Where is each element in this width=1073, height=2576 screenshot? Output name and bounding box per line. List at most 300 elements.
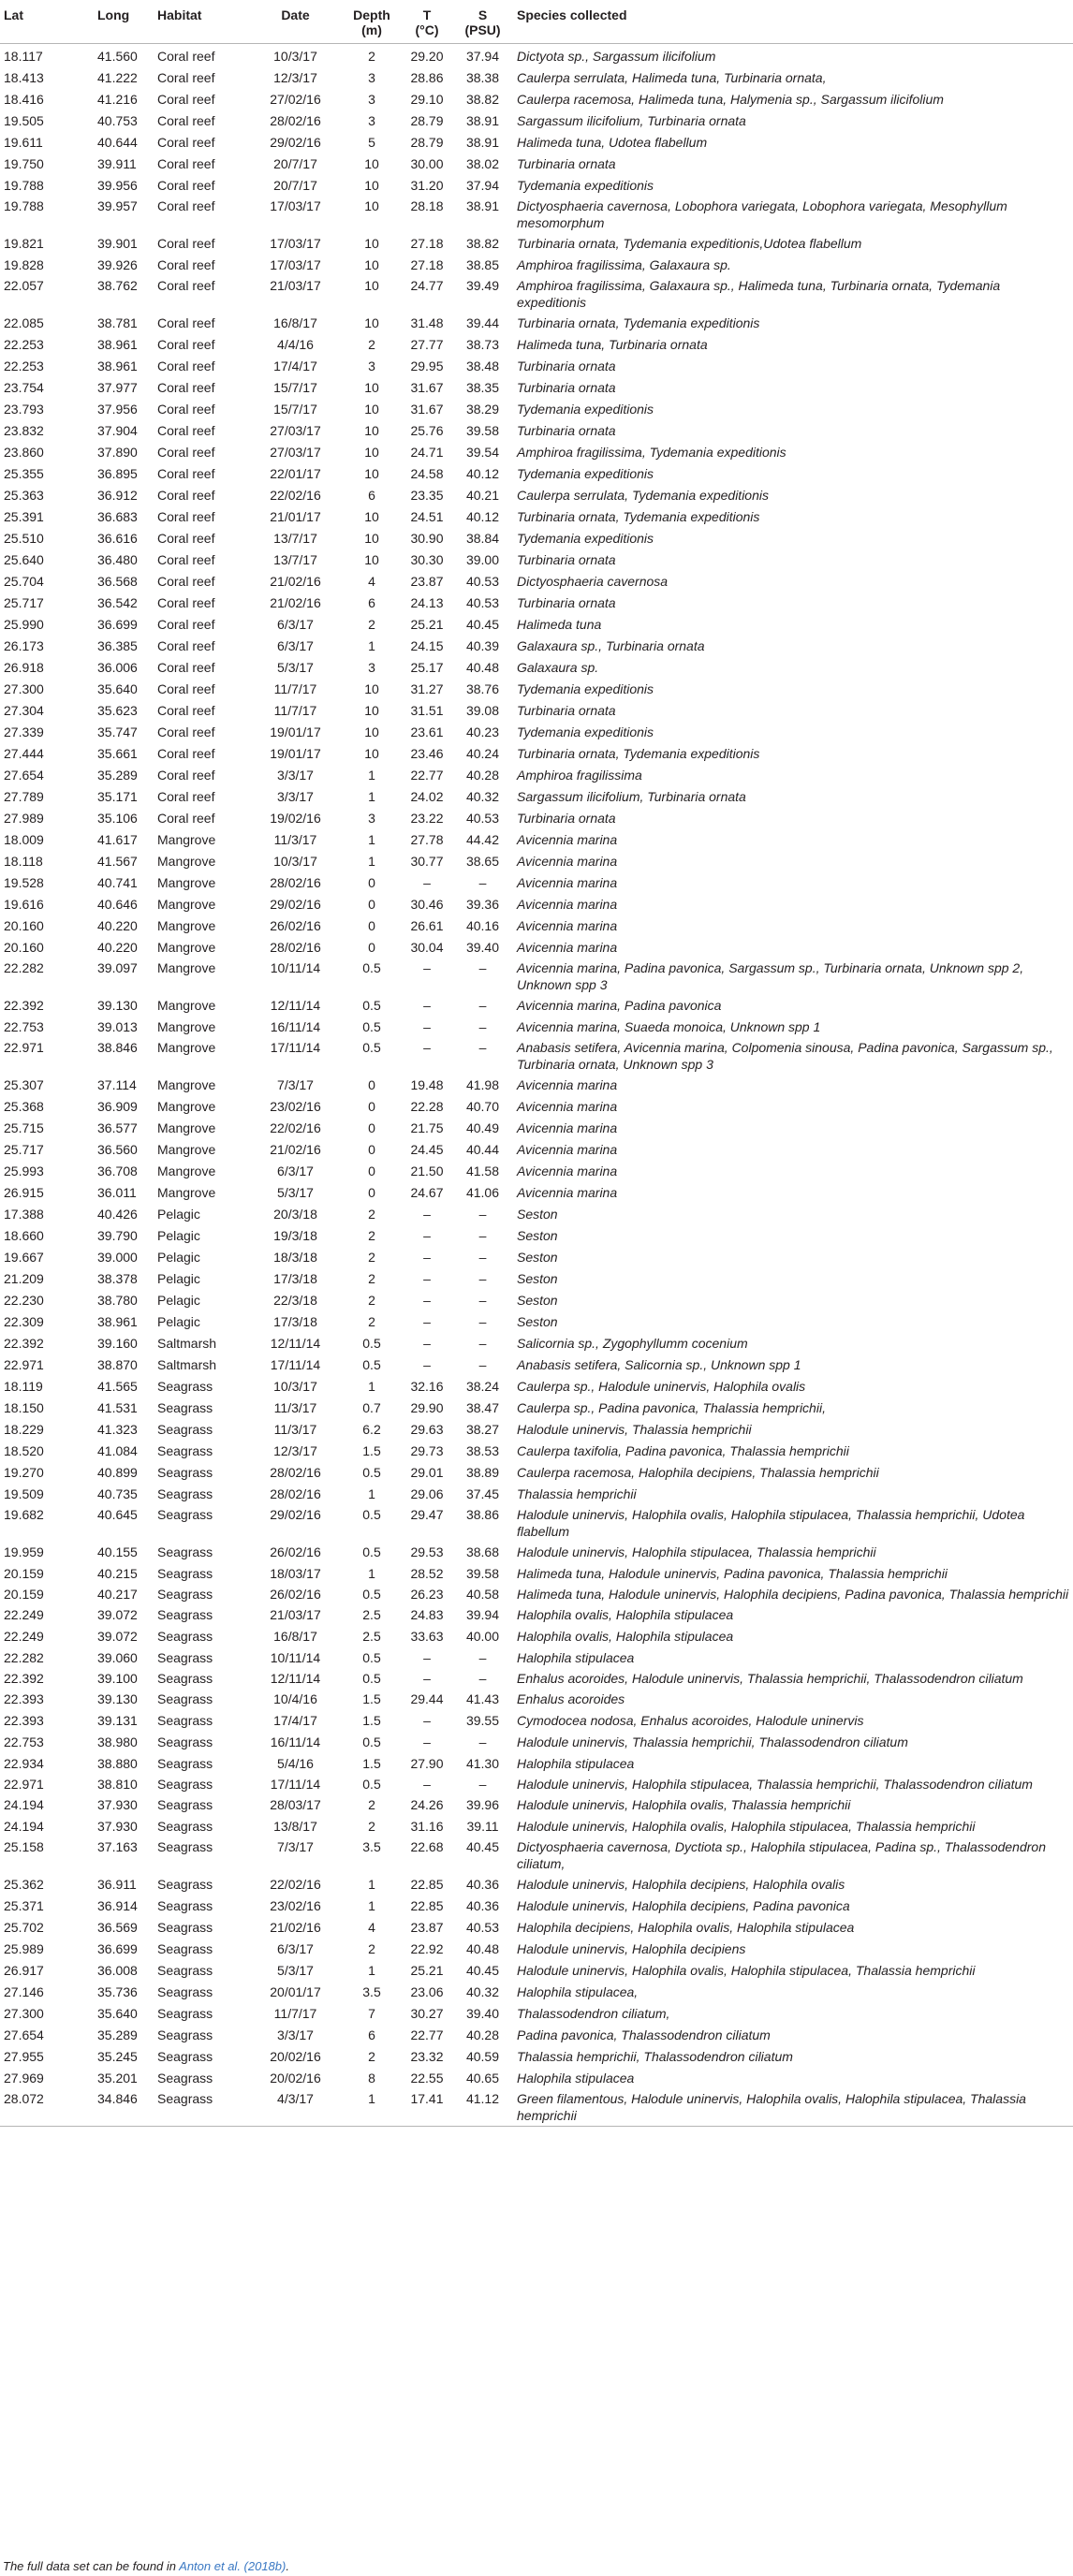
cell-date: 29/02/16 [270, 897, 321, 912]
table-row [0, 66, 1073, 87]
cell-species: Thalassia hemprichii [517, 1486, 637, 1501]
cell-species: Caulerpa sp., Padina pavonica, Thalassia hemprichii, [517, 1400, 826, 1415]
cell-lat: 22.253 [4, 359, 44, 373]
cell-habitat: Seagrass [157, 1898, 213, 1913]
cell-species: Halimeda tuna, Udotea flabellum [517, 135, 708, 150]
cell-salinity: 40.53 [465, 1920, 500, 1935]
cell-temperature: 22.85 [410, 1898, 444, 1913]
cell-depth: 10 [364, 531, 379, 546]
table-row [0, 1793, 1073, 1814]
cell-temperature: 27.18 [410, 257, 444, 272]
cell-salinity: 38.84 [465, 531, 500, 546]
cell-long: 40.155 [97, 1544, 138, 1559]
cell-date: 11/3/17 [273, 1422, 317, 1437]
cell-lat: 19.750 [4, 156, 44, 171]
cell-habitat: Seagrass [157, 1734, 213, 1749]
cell-lat: 22.971 [4, 1357, 44, 1372]
table-row [0, 2087, 1073, 2127]
cell-temperature: – [423, 1019, 431, 1034]
table-row [0, 871, 1073, 892]
cell-temperature: 29.63 [410, 1422, 444, 1437]
cell-lat: 25.993 [4, 1164, 44, 1178]
cell-depth: 1.5 [362, 1756, 381, 1771]
cell-long: 36.577 [97, 1120, 138, 1135]
cell-temperature: 22.77 [410, 768, 444, 783]
cell-depth: 2.5 [362, 1629, 381, 1644]
cell-species: Turbinaria ornata [517, 552, 616, 567]
cell-habitat: Seagrass [157, 2049, 213, 2064]
cell-depth: 10 [364, 746, 379, 761]
header-long: Long [94, 0, 154, 44]
cell-long: 40.741 [97, 875, 138, 890]
cell-date: 15/7/17 [273, 380, 317, 395]
cell-long: 35.245 [97, 2049, 138, 2064]
cell-date: 19/02/16 [270, 811, 321, 826]
cell-habitat: Coral reef [157, 552, 215, 567]
cell-long: 38.870 [97, 1357, 138, 1372]
cell-habitat: Seagrass [157, 1797, 213, 1812]
cell-species: Seston [517, 1314, 558, 1329]
cell-lat: 22.309 [4, 1314, 44, 1329]
cell-depth: 0 [368, 940, 375, 955]
cell-depth: 10 [364, 380, 379, 395]
cell-date: 29/02/16 [270, 1507, 321, 1522]
cell-long: 38.810 [97, 1777, 138, 1792]
footnote-text: The full data set can be found in [3, 2559, 180, 2573]
cell-long: 40.646 [97, 897, 138, 912]
cell-lat: 25.391 [4, 509, 44, 524]
table-row [0, 1814, 1073, 1836]
cell-temperature: – [423, 960, 431, 975]
cell-lat: 19.821 [4, 236, 44, 251]
cell-habitat: Coral reef [157, 380, 215, 395]
cell-date: 3/3/17 [277, 789, 314, 804]
cell-salinity: 40.24 [465, 746, 500, 761]
cell-salinity: 39.44 [465, 315, 500, 330]
cell-long: 36.480 [97, 552, 138, 567]
cell-long: 39.131 [97, 1713, 138, 1728]
cell-temperature: 24.26 [410, 1797, 444, 1812]
table-row [0, 1603, 1073, 1624]
cell-species: Halodule uninervis, Halophila decipiens, Halophila ovalis [517, 1877, 845, 1892]
cell-long: 37.904 [97, 423, 138, 438]
cell-salinity: 38.02 [465, 156, 500, 171]
cell-date: 10/3/17 [273, 854, 317, 869]
cell-species: Galaxaura sp. [517, 660, 599, 675]
cell-temperature: 23.87 [410, 574, 444, 589]
cell-depth: 1.5 [362, 1443, 381, 1458]
cell-habitat: Coral reef [157, 135, 215, 150]
cell-date: 27/02/16 [270, 92, 321, 107]
cell-lat: 27.955 [4, 2049, 44, 2064]
cell-temperature: 32.16 [410, 1379, 444, 1394]
cell-salinity: – [478, 1271, 487, 1286]
cell-habitat: Mangrove [157, 1099, 216, 1114]
table-row [0, 2044, 1073, 2066]
cell-long: 40.426 [97, 1207, 138, 1222]
cell-species: Dictyosphaeria cavernosa [517, 574, 669, 589]
table-row [0, 1331, 1073, 1353]
cell-long: 38.961 [97, 359, 138, 373]
table-row [0, 1396, 1073, 1417]
cell-lat: 21.209 [4, 1271, 44, 1286]
cell-habitat: Seagrass [154, 2087, 249, 2127]
cell-date: 11/7/17 [273, 681, 317, 696]
cell-lat: 19.788 [4, 198, 44, 213]
cell-species: Tydemania expeditionis [517, 531, 654, 546]
cell-date: 17/3/18 [273, 1314, 317, 1329]
cell-temperature: – [423, 1336, 431, 1351]
cell-depth: 0 [368, 918, 375, 933]
cell-habitat: Coral reef [157, 445, 215, 460]
cell-habitat: Seagrass [157, 2006, 213, 2021]
cell-lat: 19.788 [4, 178, 44, 193]
cell-long: 41.560 [97, 49, 138, 64]
cell-species: Avicennia marina [517, 854, 618, 869]
cell-date: 19/01/17 [270, 724, 321, 739]
cell-date: 11/7/17 [273, 2006, 317, 2021]
table-row [0, 1137, 1073, 1159]
table-row [0, 892, 1073, 914]
cell-habitat: Coral reef [157, 574, 215, 589]
cell-depth: 0.5 [362, 998, 381, 1013]
cell-depth: 2 [368, 1271, 375, 1286]
cell-temperature: 24.13 [410, 595, 444, 610]
cell-depth: 2 [368, 1250, 375, 1265]
cell-depth: 1.5 [362, 1691, 381, 1706]
cell-depth: 4 [368, 574, 375, 589]
cell-salinity: 41.58 [465, 1164, 500, 1178]
cell-temperature: 23.22 [410, 811, 444, 826]
cell-salinity: 40.53 [465, 574, 500, 589]
cell-long: 37.956 [97, 402, 138, 417]
cell-long: 38.961 [97, 337, 138, 352]
cell-species: Amphiroa fragilissima [517, 768, 642, 783]
cell-long: 39.790 [97, 1228, 138, 1243]
cell-date: 3/3/17 [277, 2027, 314, 2042]
cell-date: 21/03/17 [270, 1607, 321, 1622]
cell-salinity: 41.06 [465, 1185, 500, 1200]
cell-long: 36.569 [97, 1920, 138, 1935]
cell-lat: 23.860 [4, 445, 44, 460]
cell-date: 18/3/18 [273, 1250, 317, 1265]
cell-temperature: 31.27 [410, 681, 444, 696]
cell-date: 11/3/17 [273, 832, 317, 847]
cell-depth: 1 [368, 832, 375, 847]
cell-long: 37.890 [97, 445, 138, 460]
cell-date: 26/02/16 [270, 1587, 321, 1602]
cell-lat: 25.717 [4, 1142, 44, 1157]
cell-date: 6/3/17 [277, 617, 314, 632]
table-row [0, 1159, 1073, 1180]
cell-salinity: – [478, 1357, 487, 1372]
cell-date: 5/3/17 [277, 1185, 314, 1200]
cell-salinity: – [478, 1336, 487, 1351]
cell-date: 20/7/17 [273, 178, 317, 193]
cell-temperature: – [423, 1207, 431, 1222]
cell-lat: 22.085 [4, 315, 44, 330]
cell-long: 35.289 [97, 2027, 138, 2042]
cell-lat: 18.117 [4, 49, 43, 64]
cell-lat: 26.918 [4, 660, 44, 675]
cell-lat: 28.072 [0, 2087, 94, 2127]
cell-habitat: Seagrass [157, 1607, 213, 1622]
cell-long: 39.013 [97, 1019, 138, 1034]
cell-date: 27/03/17 [270, 445, 321, 460]
cell-temperature: 29.95 [410, 359, 444, 373]
cell-species: Thalassia hemprichii, Thalassodendron ciliatum [517, 2049, 793, 2064]
table-row [0, 827, 1073, 849]
cell-long: 36.699 [97, 617, 138, 632]
cell-date: 13/7/17 [273, 531, 317, 546]
cell-long: 39.160 [97, 1336, 138, 1351]
cell-salinity: – [478, 960, 487, 975]
cell-species: Halophila decipiens, Halophila ovalis, Halophila stipulacea [517, 1920, 855, 1935]
cell-lat: 19.528 [4, 875, 44, 890]
cell-species: Halodule uninervis, Halophila ovalis, Thalassia hemprichii [517, 1797, 851, 1812]
table-row [0, 332, 1073, 354]
cell-lat: 22.934 [4, 1756, 44, 1771]
cell-date: 12/11/14 [270, 998, 321, 1013]
cell-species: Seston [517, 1228, 558, 1243]
cell-salinity: 40.28 [465, 2027, 500, 2042]
table-row [0, 1374, 1073, 1396]
cell-temperature: 31.67 [410, 402, 444, 417]
cell-date: 12/3/17 [273, 70, 317, 85]
header-temperature: T (°C) [402, 0, 452, 44]
cell-temperature: 30.46 [410, 897, 444, 912]
cell-date: 22/3/18 [273, 1293, 317, 1308]
cell-salinity: 39.58 [465, 423, 500, 438]
cell-habitat: Seagrass [157, 1587, 213, 1602]
cell-habitat: Seagrass [157, 1963, 213, 1978]
cell-depth: 0 [368, 1120, 375, 1135]
cell-salinity: 38.65 [465, 854, 500, 869]
cell-species: Sargassum ilicifolium, Turbinaria ornata [517, 113, 746, 128]
cell-temperature: 24.58 [410, 466, 444, 481]
cell-long: 36.008 [97, 1963, 138, 1978]
cell-long: 36.708 [97, 1164, 138, 1178]
table-row [0, 173, 1073, 195]
cell-salinity: 40.58 [465, 1587, 500, 1602]
cell-species: Turbinaria ornata, Tydemania expeditionis [517, 746, 760, 761]
cell-lat: 19.616 [4, 897, 44, 912]
cell-lat: 23.832 [4, 423, 44, 438]
cell-temperature: – [423, 1271, 431, 1286]
cell-species: Dictyosphaeria cavernosa, Lobophora variegata, Lobophora variegata, Mesophyllum mesomorphum [517, 198, 1007, 230]
cell-date: 20/7/17 [273, 156, 317, 171]
cell-lat: 26.917 [4, 1963, 44, 1978]
cell-date: 4/4/16 [277, 337, 314, 352]
table-row [0, 784, 1073, 806]
cell-species: Galaxaura sp., Turbinaria ornata [517, 638, 705, 653]
table-row [0, 1730, 1073, 1751]
table-row [0, 1624, 1073, 1646]
cell-depth: 10 [364, 466, 379, 481]
cell-species: Tydemania expeditionis [517, 402, 654, 417]
cell-date: 17/11/14 [270, 1040, 321, 1055]
table-row [0, 698, 1073, 720]
cell-habitat: Coral reef [157, 811, 215, 826]
table-row [0, 1094, 1073, 1116]
cell-date: 11/7/17 [273, 703, 317, 718]
cell-depth: 10 [364, 156, 379, 171]
cell-lat: 25.355 [4, 466, 44, 481]
cell-species: Caulerpa sp., Halodule uninervis, Halophila ovalis [517, 1379, 806, 1394]
table-row [0, 1667, 1073, 1687]
cell-salinity: 40.32 [465, 1984, 500, 1999]
cell-habitat: Coral reef [157, 70, 215, 85]
cell-species: Halophila stipulacea [517, 1756, 635, 1771]
cell-species: Halodule uninervis, Thalassia hemprichii, Thalassodendron ciliatum [517, 1734, 908, 1749]
cell-depth: 2 [368, 1314, 375, 1329]
cell-salinity: 38.68 [465, 1544, 500, 1559]
cell-species: Avicennia marina [517, 832, 618, 847]
cell-depth: 10 [364, 278, 379, 293]
cell-temperature: 17.41 [402, 2087, 452, 2127]
cell-temperature: 23.46 [410, 746, 444, 761]
cell-long: 39.100 [97, 1671, 138, 1686]
cell-temperature: 30.04 [410, 940, 444, 955]
cell-temperature: 22.92 [410, 1941, 444, 1956]
cell-temperature: 21.50 [410, 1164, 444, 1178]
cell-depth: 3.5 [362, 1839, 381, 1854]
cell-long: 39.000 [97, 1250, 138, 1265]
cell-habitat: Mangrove [157, 940, 216, 955]
cell-salinity: 38.53 [465, 1443, 500, 1458]
cell-habitat: Saltmarsh [157, 1357, 217, 1372]
cell-depth: 10 [364, 236, 379, 251]
cell-species: Turbinaria ornata, Tydemania expeditionis,Udotea flabellum [517, 236, 862, 251]
cell-species: Cymodocea nodosa, Enhalus acoroides, Halodule uninervis [517, 1713, 864, 1728]
cell-lat: 18.229 [4, 1422, 44, 1437]
cell-lat: 18.660 [4, 1228, 44, 1243]
cell-salinity: 40.70 [465, 1099, 500, 1114]
cell-lat: 27.654 [4, 2027, 44, 2042]
cell-habitat: Coral reef [157, 156, 215, 171]
cell-date: 10/3/17 [273, 49, 317, 64]
cell-species: Enhalus acoroides [517, 1691, 625, 1706]
cell-lat: 25.989 [4, 1941, 44, 1956]
table-row [0, 418, 1073, 440]
table-row [0, 1836, 1073, 1872]
cell-depth: 5 [368, 135, 375, 150]
table-row [0, 993, 1073, 1015]
table-row [0, 375, 1073, 397]
cell-depth: 3 [368, 811, 375, 826]
cell-depth: 0.5 [362, 1019, 381, 1034]
table-row [0, 354, 1073, 375]
cell-habitat: Pelagic [157, 1207, 200, 1222]
cell-long: 36.568 [97, 574, 138, 589]
cell-depth: 6 [368, 2027, 375, 2042]
table-row [0, 1482, 1073, 1503]
table-row [0, 1751, 1073, 1773]
cell-long: 36.699 [97, 1941, 138, 1956]
cell-date: 16/11/14 [270, 1019, 321, 1034]
cell-lat: 20.159 [4, 1587, 44, 1602]
cell-long: 36.683 [97, 509, 138, 524]
cell-temperature: 31.67 [410, 380, 444, 395]
cell-depth: 1 [368, 1486, 375, 1501]
cell-salinity: 38.86 [465, 1507, 500, 1522]
cell-long: 36.911 [97, 1877, 137, 1892]
cell-temperature: 25.17 [410, 660, 444, 675]
cell-salinity: 41.30 [465, 1756, 500, 1771]
cell-habitat: Coral reef [157, 638, 215, 653]
cell-lat: 25.371 [4, 1898, 44, 1913]
cell-habitat: Mangrove [157, 1077, 216, 1092]
cell-habitat: Pelagic [157, 1228, 200, 1243]
cell-species: Halodule uninervis, Halophila decipiens [517, 1941, 746, 1956]
cell-salinity: 39.55 [465, 1713, 500, 1728]
cell-depth: 10 [364, 257, 379, 272]
cell-temperature: 23.87 [410, 1920, 444, 1935]
cell-lat: 17.388 [4, 1207, 44, 1222]
table-body [0, 44, 1073, 2127]
cell-habitat: Seagrass [157, 1920, 213, 1935]
cell-date: 21/02/16 [270, 574, 321, 589]
cell-date: 26/02/16 [270, 1544, 321, 1559]
cell-long: 35.171 [97, 789, 138, 804]
cell-temperature: 30.90 [410, 531, 444, 546]
cell-long: 35.640 [97, 681, 138, 696]
cell-depth: 8 [368, 2071, 375, 2086]
cell-temperature: 24.71 [410, 445, 444, 460]
footnote-link[interactable]: Anton et al. (2018b) [179, 2559, 287, 2573]
cell-date: 10/4/16 [273, 1691, 317, 1706]
cell-species: Turbinaria ornata [517, 703, 616, 718]
cell-salinity: 40.21 [465, 488, 500, 503]
cell-depth: 4 [368, 1920, 375, 1935]
cell-temperature: – [423, 875, 431, 890]
cell-depth: 6 [368, 488, 375, 503]
cell-long: 38.880 [97, 1756, 138, 1771]
cell-depth: 0.7 [362, 1400, 381, 1415]
cell-temperature: – [423, 1777, 431, 1792]
cell-species: Turbinaria ornata [517, 595, 616, 610]
cell-habitat: Seagrass [157, 1443, 213, 1458]
table-row [0, 231, 1073, 253]
cell-species: Turbinaria ornata [517, 380, 616, 395]
cell-salinity: 40.48 [465, 1941, 500, 1956]
cell-lat: 25.702 [4, 1920, 44, 1935]
cell-species: Halodule uninervis, Thalassia hemprichii [517, 1422, 752, 1437]
cell-depth: 2 [368, 49, 375, 64]
cell-lat: 27.444 [4, 746, 44, 761]
cell-long: 39.072 [97, 1607, 138, 1622]
header-lat: Lat [0, 0, 94, 44]
cell-date: 20/01/17 [270, 1984, 321, 1999]
cell-temperature: 27.77 [410, 337, 444, 352]
cell-depth: 6 [368, 595, 375, 610]
cell-salinity: 40.44 [465, 1142, 500, 1157]
cell-depth: 3 [368, 113, 375, 128]
cell-habitat: Seagrass [157, 1839, 213, 1854]
cell-temperature: – [423, 1357, 431, 1372]
cell-lat: 18.118 [4, 854, 43, 869]
table-row [0, 440, 1073, 461]
cell-species: Halophila stipulacea [517, 1650, 635, 1665]
cell-depth: 0 [368, 875, 375, 890]
cell-depth: 0.5 [362, 1336, 381, 1351]
cell-depth: 3 [368, 359, 375, 373]
cell-date: 29/02/16 [270, 135, 321, 150]
cell-species: Amphiroa fragilissima, Tydemania expeditionis [517, 445, 786, 460]
cell-lat: 19.667 [4, 1250, 44, 1265]
cell-depth: 1 [368, 768, 375, 783]
cell-temperature: 29.90 [410, 1400, 444, 1415]
